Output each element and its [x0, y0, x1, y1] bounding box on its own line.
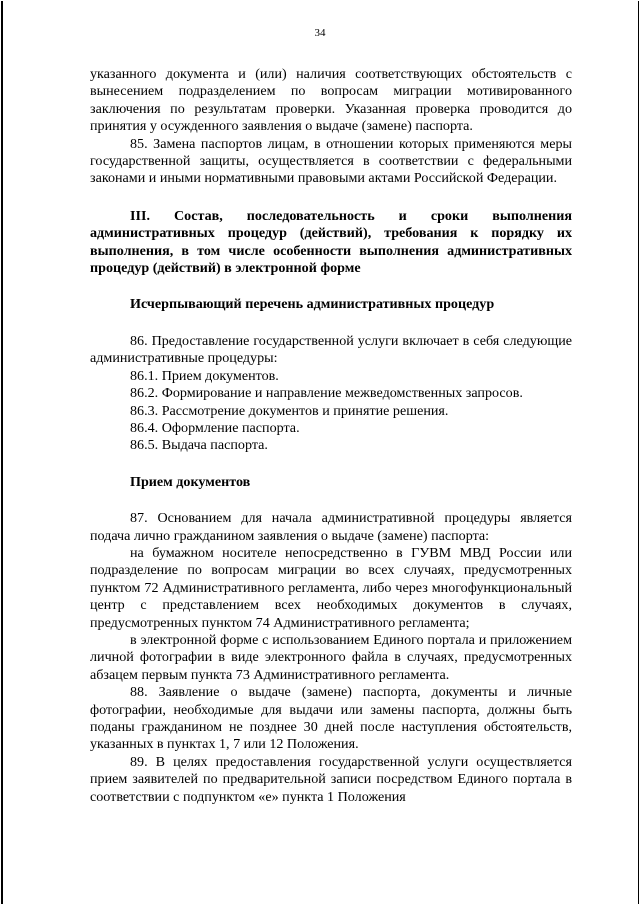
section-title: III. Состав, последовательность и сроки выполнения административных процедур (действий), требования к порядку их выполнения, в том числе особенности выполнения административных процедур (действий) в электронной форме	[90, 207, 572, 277]
subheading-document-intake: Прием документов	[130, 473, 251, 490]
paragraph-88: 88. Заявление о выдаче (замене) паспорта, документы и личные фотографии, необходимые для выдачи или замены паспорта, должны быть поданы гражданином не позднее 30 дней после наступления обстоятельств, указанных в пунктах 1, 7 или 12 Положения.	[90, 684, 572, 753]
procedure-item: 86.5. Выдача паспорта.	[130, 437, 268, 454]
paragraph-87-paper: на бумажном носителе непосредственно в ГУВМ МВД России или подразделение по вопросам миграции во всех случаях, предусмотренных пунктом 72 Административного регламента, либо через многофункциональный центр с представлением всех необходимых документов в случаях, предусмотренных пунктом 74 Административного регламента;	[90, 544, 572, 631]
page-number: 34	[314, 27, 326, 39]
paragraph-87: 87. Основанием для начала административной процедуры является подача лично гражданином заявления о выдаче (замене) паспорта:	[90, 510, 572, 544]
paragraph-86: 86. Предоставление государственной услуги включает в себя следующие административные процедуры:	[90, 332, 572, 367]
document-body	[90, 66, 572, 806]
procedure-item: 86.1. Прием документов.	[130, 367, 279, 384]
paragraph-87-electronic: в электронной форме с использованием Единого портала и приложением личной фотографии в виде электронного файла в случаях, предусмотренных абзацем первым пункта 73 Административного регламента.	[90, 631, 572, 683]
paragraph-continuation: указанного документа и (или) наличия соответствующих обстоятельств с вынесением подразделением по вопросам миграции мотивированного заключения по результатам проверки. Указанная проверка проводится до принятия у осужденного заявления о выдаче (замене) паспорта.	[90, 66, 572, 135]
paragraph-89: 89. В целях предоставления государственной услуги осуществляется прием заявителей по предварительной записи посредством Единого портала в соответствии с подпунктом «е» пункта 1 Положения	[90, 753, 572, 805]
procedure-item: 86.4. Оформление паспорта.	[130, 419, 300, 436]
procedure-item: 86.2. Формирование и направление межведомственных запросов.	[130, 385, 523, 402]
procedure-item: 86.3. Рассмотрение документов и принятие решения.	[130, 402, 449, 419]
subheading-procedures-list: Исчерпывающий перечень административных процедур	[130, 296, 495, 313]
paragraph-85: 85. Замена паспортов лицам, в отношении которых применяются меры государственной защиты, осуществляется в соответствии с федеральными законами и иными нормативными правовыми актами Российской Федерации.	[90, 135, 572, 187]
